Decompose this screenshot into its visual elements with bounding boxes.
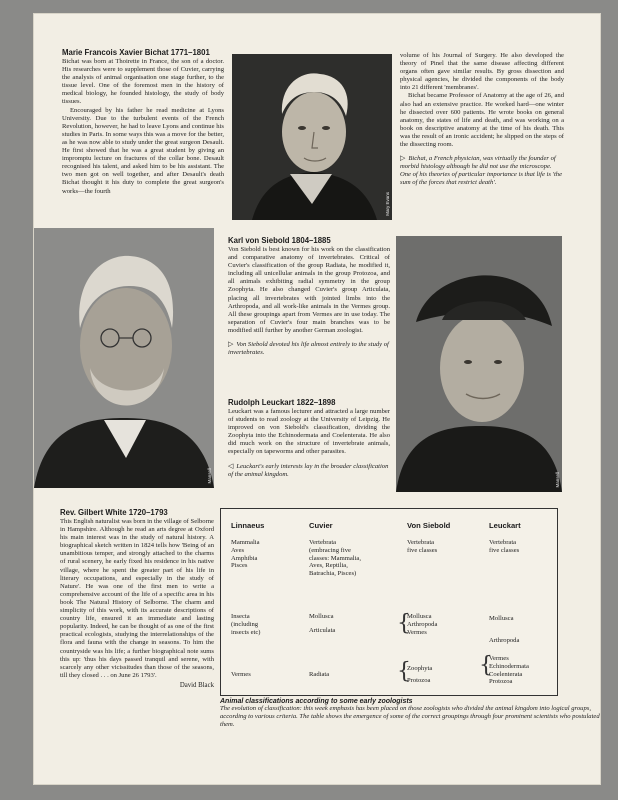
table-cell-line: Vermes xyxy=(407,628,427,636)
table-cell-line: insects etc) xyxy=(231,628,261,636)
column-header-leuckart: Leuckart xyxy=(489,521,521,530)
bichat-portrait xyxy=(232,54,392,220)
classification-table xyxy=(220,508,558,696)
bichat-text-column xyxy=(62,48,224,196)
siebold-portrait-image xyxy=(34,228,214,488)
table-cell-line: Mammalia xyxy=(231,539,260,546)
table-cell-line: Amphibia xyxy=(231,554,258,562)
table-cell-line: Coelenterata xyxy=(489,670,523,678)
table-cell-line: Aves xyxy=(231,546,245,554)
table-cell-line: Vertebrata xyxy=(407,539,435,546)
bichat-paragraph: volume of his Journal of Surgery. He also developed the theory of Pinel that the same disease affecting different organs often gave similar results. By gross dissection and physical agencies, he divided the components of the body into 21 different 'membranes'. xyxy=(400,52,564,92)
table-cell-cuvier-row2a: Mollusca xyxy=(309,613,334,620)
table-cell-line: Vermes xyxy=(489,655,509,662)
table-cell-siebold-row2 xyxy=(407,613,437,636)
table-caption-body: The evolution of classification: this week emphasis has been placed on those zoologists who divided the animal kingdom into logical groups, according to various criteria. The table shows the emergence of some of the correct groupings through four prominent scientists who postulated them. xyxy=(220,705,600,729)
photo-credit: Mary Evans xyxy=(385,192,390,216)
author-byline: David Black xyxy=(179,681,214,689)
leuckart-paragraph: Leuckart was a famous lecturer and attracted a large number of students to read zoology at the University of Leipzig. He improved on von Siebold's classification, dividing the Zoophyta into the Echinodermata and Coelenterata. He also did much work on the structure of invertebrate animals, especially on tapeworms and other parasites. xyxy=(228,408,390,456)
table-cell-line: Mollusca xyxy=(407,613,432,620)
siebold-paragraph: Von Siebold is best known for his work on the classification and comparative anatomy of invertebrates. Critical of Cuvier's classification of the group Radiata, he modified it, including all unicellular animals in the group Protozoa, and all animals exhibiting radial symmetry in the group Zoophyta. He also changed Cuvier's group Articulata, placing all invertebrates with jointed limbs into the Arthropoda, and all work-like animals in the Vermes group. All these groupings apart from Vermes are in use today. The separation of Cuvier's four main branches was to be modified still further by another German zoologist. xyxy=(228,246,390,334)
table-cell-line: Protozoa xyxy=(489,678,513,686)
bichat-text-column-2 xyxy=(400,52,564,188)
table-cell-line: Batrachia, Pisces) xyxy=(309,570,357,578)
table-cell-line: Arthropoda xyxy=(407,620,438,628)
triangle-pointer-icon: ▷ xyxy=(400,154,406,163)
siebold-portrait xyxy=(34,228,214,488)
bichat-caption xyxy=(400,154,564,187)
table-cell-linnaeus-row2 xyxy=(231,613,260,636)
leuckart-body xyxy=(228,408,390,457)
table-cell-line: five classes xyxy=(489,546,520,554)
table-cell-cuvier-row3: Radiata xyxy=(309,671,330,678)
leuckart-portrait xyxy=(396,236,562,492)
table-cell-leuckart-row2a: Mollusca xyxy=(489,615,514,622)
white-heading: Rev. Gilbert White 1720–1793 xyxy=(60,508,168,517)
photo-credit: Mansell xyxy=(555,472,560,488)
siebold-heading: Karl von Siebold 1804–1885 xyxy=(228,236,331,245)
triangle-pointer-icon: ▷ xyxy=(228,340,234,349)
brace-symbol: { xyxy=(397,659,411,684)
bichat-paragraph: Bichat became Professor of Anatomy at the age of 26, and also had an extensive practice. He worked hard—one winter he dissected over 600 patients. He wrote books on general anatomy, the states of life and death, and was working on a book on descriptive anatomy at the time of his death. This was the result of an ironic accident; he slipped on the steps of the dissecting room. xyxy=(400,92,564,149)
table-cell-leuckart-row1 xyxy=(489,539,519,555)
table-caption-title: Animal classifications according to some early zoologists xyxy=(220,698,413,705)
leuckart-portrait-image xyxy=(396,236,562,492)
table-cell-siebold-row3 xyxy=(407,665,432,685)
bichat-body-2 xyxy=(400,52,564,149)
table-cell-linnaeus-row1 xyxy=(231,539,260,570)
table-cell-leuckart-row2b: Arthropoda xyxy=(489,637,520,644)
table-cell-line: (including xyxy=(231,620,259,628)
table-cell-line: Vertebrata xyxy=(489,539,517,546)
table-cell-line: Protozoa xyxy=(407,676,431,684)
column-header-von-siebold: Von Siebold xyxy=(407,521,451,530)
table-cell-cuvier-row2b: Articulata xyxy=(309,627,336,634)
siebold-body xyxy=(228,246,390,335)
siebold-caption xyxy=(228,340,390,357)
white-paragraph: This English naturalist was born in the village of Selborne in Hampshire. Although he read an arts degree at Oxford his main interest was in the study of natural history. A biographical sketch written in 1824 tells how 'Being of an unambitious temper, and strongly attached to the charms of rural scenery, he early fixed his residence in his native village, where he spent the greater part of his life in literary occupations, and especially in the study of Nature'. He was one of the first men to write a comprehensive account of the life of a specific area in his book The Natural History of Selborne. The charm and simplicity of this work, with its accurate descriptions of country life, ensured it an immediate and lasting popularity. Indeed, he can be thought of as one of the first practical ecologists, studying the interrelationships of the flora and fauna with the change in seasons. To him the countryside was his life; a further biographical note sums this up: 'thus his days passed tranquil and serene, with scarcely any other vicissitudes than those of the seasons, till they closed . . . on June 26 1793'. xyxy=(60,518,214,679)
bichat-heading: Marie Francois Xavier Bichat 1771–1801 xyxy=(62,48,210,57)
leuckart-text-column xyxy=(228,398,390,479)
column-header-cuvier: Cuvier xyxy=(309,521,333,530)
table-cell-line: Vertebrata xyxy=(309,539,337,546)
table-cell-line: Pisces xyxy=(231,562,248,570)
siebold-text-column xyxy=(228,236,390,357)
table-cell-siebold-row1 xyxy=(407,539,437,555)
photo-credit: Mansell xyxy=(207,468,212,484)
brace-symbol: { xyxy=(479,653,493,678)
magazine-page xyxy=(34,14,600,784)
table-cell-line: Insecta xyxy=(231,613,250,620)
leuckart-caption-text: Leuckart's early interests lay in the broader classification of the animal kingdom. xyxy=(228,462,389,478)
bichat-paragraph: Bichat was born at Thoirette in France, the son of a doctor. His researches were to supplement those of Cuvier, carrying the analysis of animal organisation one stage further, to the tissue level. One of the foremost men in the history of medical biology, he founded histology, the study of body tissues. xyxy=(62,58,224,106)
leuckart-caption xyxy=(228,462,390,479)
table-cell-line: Echinodermata xyxy=(489,662,529,670)
brace-symbol: { xyxy=(397,611,411,636)
bichat-body xyxy=(62,58,224,196)
table-caption xyxy=(220,698,600,729)
table-cell-cuvier-row1 xyxy=(309,539,361,578)
table-cell-line: Aves, Reptilia, xyxy=(309,562,348,570)
bichat-portrait-image xyxy=(232,54,392,220)
leuckart-heading: Rudolph Leuckart 1822–1898 xyxy=(228,398,336,407)
table-cell-line: Zoophyta xyxy=(407,665,433,672)
table-cell-line: classes: Mammalia, xyxy=(309,554,362,562)
bichat-caption-text: Bichat, a French physician, was virtually the founder of morbid histology although he did not use the microscope. One of his theories of particular importance is that life is 'the sum of the forces that restrict death'. xyxy=(400,155,563,187)
column-header-linnaeus: Linnaeus xyxy=(231,521,265,530)
table-cell-linnaeus-row3: Vermes xyxy=(231,671,251,678)
triangle-pointer-icon: ◁ xyxy=(228,461,234,470)
siebold-caption-text: Von Siebold devoted his life almost entirely to the study of invertebrates. xyxy=(228,341,389,357)
white-body xyxy=(60,518,214,680)
bichat-paragraph: Encouraged by his father he read medicine at Lyons University. Due to the turbulent events of the French Revolution, however, he had to leave Lyons and continue his studies in Paris. In some ways this was a move for the better, as he was now able to study under the great surgeon Desault. He first showed that he was a great student by giving an impromptu lecture on fractures of the collar bone. Desault recognised his talent, and asked him to be his assistant. The two men got on well together, and after Desault's death Bichat thought it his duty to complete the great surgeon's works—the fourth xyxy=(62,106,224,195)
table-cell-leuckart-row3 xyxy=(489,655,529,686)
table-cell-line: five classes xyxy=(407,546,438,554)
table-cell-line: (embracing five xyxy=(309,546,351,554)
white-text-column xyxy=(60,508,214,689)
